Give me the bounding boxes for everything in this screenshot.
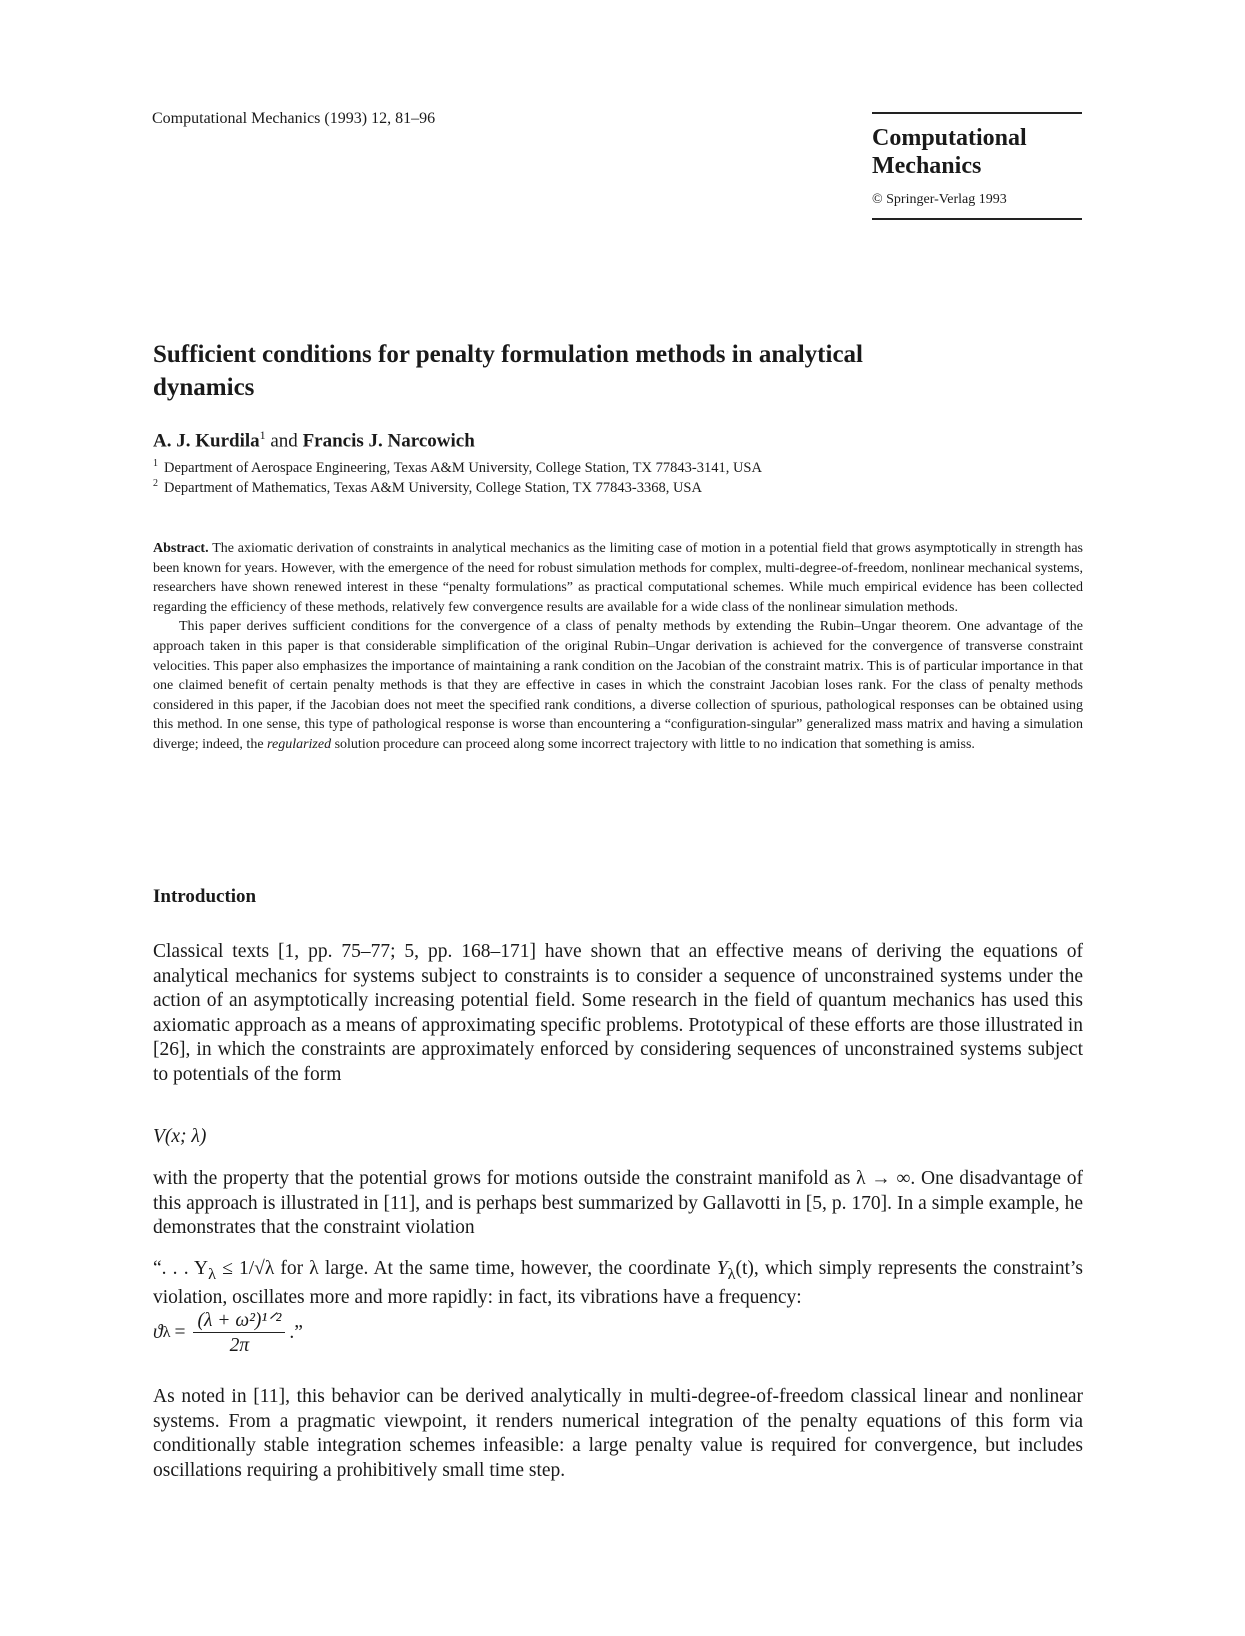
affiliation-1 [153, 458, 762, 477]
section-heading-introduction: Introduction [153, 886, 257, 907]
journal-name-line2: Mechanics [872, 153, 982, 179]
intro-quote-text [153, 1257, 1083, 1311]
affiliation-2 [153, 478, 702, 497]
abstract-italic-word: regularized [267, 736, 332, 752]
quote-part-b: ≤ 1/√λ for λ large. At the same time, however, the coordinate [215, 1258, 717, 1279]
journal-masthead [872, 112, 1082, 220]
quote-part-a: “. . . Y [153, 1258, 209, 1279]
formula-lhs-sub: λ [162, 1323, 171, 1341]
intro-paragraph-2 [153, 1167, 1083, 1241]
intro-paragraph-4 [153, 1385, 1083, 1483]
journal-name-line1: Computational [872, 125, 1027, 151]
affiliation-2-text: Department of Mathematics, Texas A&M University, College Station, TX 77843-3368, USA [164, 479, 702, 496]
masthead-top-rule [872, 112, 1082, 114]
author-line [153, 428, 475, 452]
formula-tail: .” [289, 1321, 303, 1343]
abstract-para-1 [153, 539, 1083, 617]
intro-paragraph-2-text: with the property that the potential grows for motions outside the constraint manifold as λ → ∞. One disadvantage of this approach is illustrated in [11], and is perhaps best summarized by Gallavotti in [5, p. 170]. In a simple example, he demonstrates that the constraint violation [153, 1168, 1083, 1238]
formula-denominator: 2π [229, 1335, 250, 1356]
quote-part-d: (t), which simply represents the constraint’s violation, oscillates more and more rapidly: in fact, its vibrations have a frequency: [153, 1258, 1083, 1309]
intro-quote [153, 1257, 1083, 1311]
quote-sub-1: λ [208, 1264, 216, 1283]
quote-part-c: Y [716, 1258, 728, 1279]
affiliation-2-sup: 2 [153, 478, 158, 489]
author-conjunction: and [265, 430, 303, 452]
formula-lhs: ϑ [153, 1321, 163, 1343]
abstract-para-2 [153, 617, 1083, 754]
intro-paragraph-4-text: As noted in [11], this behavior can be derived analytically in multi-degree-of-freedom classical linear and nonlinear systems. From a pragmatic viewpoint, it renders numerical integration of the penalty equations of this form via conditionally stable integration schemes infeasible: a large penalty value is required for convergence, but includes oscillations requiring a prohibitively small time step. [153, 1386, 1083, 1481]
abstract-label: Abstract. [153, 541, 209, 556]
affiliation-1-text: Department of Aerospace Engineering, Texas A&M University, College Station, TX 77843-3141, USA [164, 459, 762, 476]
author-1: A. J. Kurdila [153, 430, 260, 452]
paper-title: Sufficient conditions for penalty formulation methods in analytical dynamics [153, 341, 863, 401]
affiliation-1-sup: 1 [153, 458, 158, 469]
author-1-sup: 1 [259, 428, 266, 442]
copyright-notice: © Springer-Verlag 1993 [872, 192, 1007, 207]
abstract-para-2-end: solution procedure can proceed along some incorrect trajectory with little to no indication that something is amiss. [334, 736, 975, 752]
author-2: Francis J. Narcowich [302, 430, 475, 452]
abstract [153, 539, 1083, 755]
abstract-para-2-text: This paper derives sufficient conditions for the convergence of a class of penalty methods by extending the Rubin–Ungar theorem. One advantage of the approach taken in this paper is that considerable simplification of the original Rubin–Ungar derivation is achieved for the convergence of transverse constraint velocities. This paper also emphasizes the importance of maintaining a rank condition on the Jacobian of the constraint matrix. This is of particular importance in that one claimed benefit of certain penalty methods is that they are effective in cases in which the constraint Jacobian loses rank. For the class of penalty methods considered in this paper, if the Jacobian does not meet the specified rank conditions, a diverse collection of spurious, pathological responses can be obtained using this method. In one sense, this type of pathological response is worse than encountering a “configuration-singular” generalized mass matrix and having a simulation diverge; indeed, the [153, 619, 1083, 752]
formula-fraction [193, 1308, 285, 1357]
abstract-para-1-text: The axiomatic derivation of constraints in analytical mechanics as the limiting case of motion in a potential field that grows asymptotically in strength has been known for years. However, with the emergence of the need for robust simulation methods for complex, multi-degree-of-freedom, nonlinear mechanical systems, researchers have shown renewed interest in these “penalty formulations” as practical computational schemes. While much empirical evidence has been collected regarding the efficiency of these methods, relatively few convergence results are available for a wide class of the nonlinear simulation methods. [153, 541, 1084, 615]
formula-frequency [153, 1308, 303, 1357]
intro-paragraph-1 [153, 940, 1083, 1087]
formula-numerator: (λ + ω²)¹ᐟ² [193, 1308, 285, 1333]
masthead-bottom-rule [872, 218, 1082, 220]
formula-potential: V(x; λ) [153, 1126, 207, 1147]
journal-citation: Computational Mechanics (1993) 12, 81–96 [152, 110, 436, 127]
formula-equals: = [174, 1321, 186, 1343]
journal-name [872, 124, 1082, 180]
intro-paragraph-1-text: Classical texts [1, pp. 75–77; 5, pp. 168–171] have shown that an effective means of deriving the equations of analytical mechanics for systems subject to constraints is to consider a sequence of unconstrained systems under the action of an asymptotically increasing potential field. Some research in the field of quantum mechanics has used this axiomatic approach as a means of approximating specific problems. Prototypical of these efforts are those illustrated in [26], in which the constraints are approximately enforced by considering sequences of unconstrained systems subject to potentials of the form [153, 941, 1083, 1085]
quote-sub-2: λ [727, 1264, 736, 1283]
